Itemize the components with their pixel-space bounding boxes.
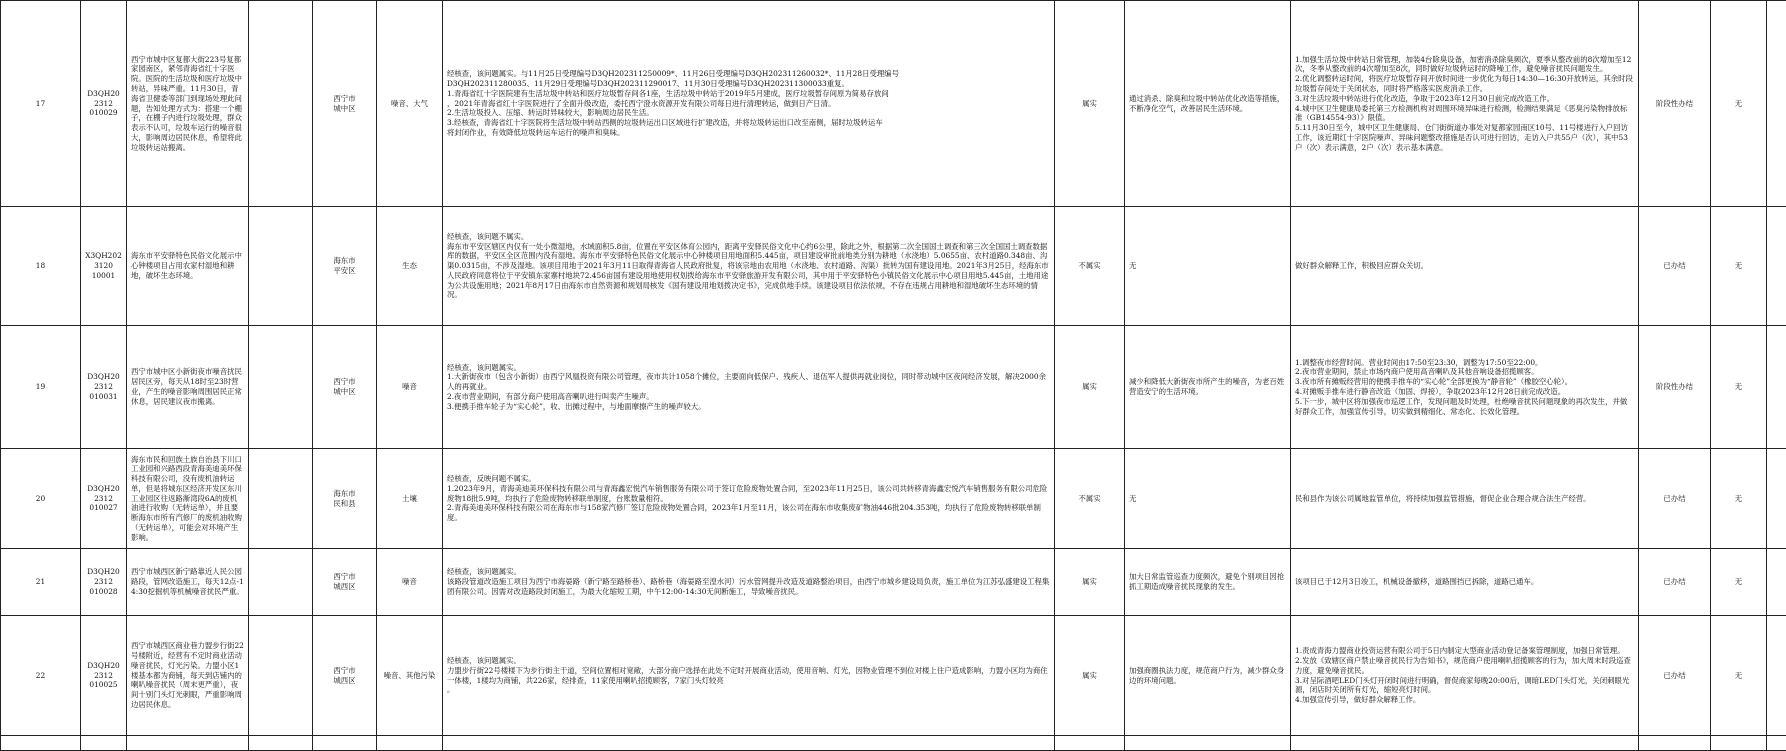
report-body <box>1 1 1786 751</box>
district-line: 城西区 <box>317 582 372 592</box>
accountability: 无 <box>1711 326 1767 449</box>
table-row <box>1 1 1786 207</box>
case-code <box>81 1 127 207</box>
blank-cell <box>1125 736 1291 751</box>
complaint-content: 海东市平安驿特色民俗文化展示中心钟楼项目占用农家村湿地和耕地，破坏生态环境。 <box>127 207 249 326</box>
blank-cell <box>249 736 313 751</box>
result-line: 3.便携手推车轮子为“实心轮”，收、出摊过程中，与地面摩擦产生的噪声较大。 <box>447 402 1050 412</box>
result-line: 经核查，该问题属实。与11月25日受理编号D3QH202311250009*、11月26日受理编号D3QH202311260032*、11月28日受理编号 <box>447 69 1050 79</box>
verdict: 属实 <box>1055 616 1125 736</box>
measure-line: 3.对生活垃圾中转站进行优化改造，争取于2023年12月30日前完成改造工作。 <box>1295 94 1634 104</box>
district-line: 城西区 <box>317 676 372 686</box>
verdict: 属实 <box>1055 549 1125 616</box>
verdict: 不属实 <box>1055 207 1125 326</box>
measure-line: 3.夜市所有摊贩经营用的便携手推车的“实心轮”全部更换为“静音轮”（橡胶空心轮）。 <box>1295 377 1634 387</box>
table-row <box>1 549 1786 616</box>
rectification-measures <box>1291 616 1639 736</box>
district <box>313 549 377 616</box>
blank-cell <box>249 207 313 326</box>
edge-cell <box>1767 326 1786 449</box>
table-row <box>1 326 1786 449</box>
case-code-line: X3QH2023120 <box>85 251 122 271</box>
result-line: 2.生活垃圾投入、压缩、转运时异味较大，影响周边居民生活。 <box>447 108 1050 118</box>
result-line: 2.青海美迪美环保科技有限公司在海东市与158家汽修厂签订危险废物处置合同，2023年1月至11月，该公司在海东市收集废矿物油446批204.353吨，均执行了危险废物转移联单制度。 <box>447 503 1050 523</box>
result-line: 1.2023年9月，青海美迪美环保科技有限公司与青海鑫宏悦汽车销售服务有限公司于签订危险废物处置合同，至2023年11月25日，该公司共转移青海鑫宏悦汽车销售服务有限公司危险废物18批5.9吨，均执行了危险废物转移联单制度，台账数量相符。 <box>447 484 1050 504</box>
measure-line: 4.加强宣传引导，做好群众解释工作。 <box>1295 695 1634 705</box>
case-code-line: D3QH202312 <box>85 372 122 392</box>
case-code-line: 010027 <box>85 503 122 513</box>
blank-cell <box>1767 736 1786 751</box>
case-code <box>81 616 127 736</box>
completion-status: 已办结 <box>1639 207 1711 326</box>
result-line: 将封闭作业，有效降低垃圾转运车运行的噪声和臭味。 <box>447 128 1050 138</box>
blank-cell <box>127 736 249 751</box>
accountability: 无 <box>1711 207 1767 326</box>
case-code <box>81 326 127 449</box>
blank-cell <box>1055 736 1125 751</box>
pollution-type: 噪音、大气 <box>377 1 443 207</box>
blank-cell <box>1 736 81 751</box>
blank-cell <box>249 326 313 449</box>
completion-status: 已办结 <box>1639 616 1711 736</box>
accountability: 无 <box>1711 1 1767 207</box>
result-line: 2.夜市营业期间，有部分商户使用高音喇叭进行叫卖产生噪声。 <box>447 392 1050 402</box>
measure-line: 1.责成青海力盟商业投资运营有限公司于5日内制定大型商业活动登记备案管理制度，加强日常管理。 <box>1295 646 1634 656</box>
measure-line: 2.夜市营业期间，禁止市场内商户使用高音喇叭及其他音响设备招揽顾客。 <box>1295 367 1634 377</box>
blank-cell <box>249 1 313 207</box>
row-index: 21 <box>1 549 81 616</box>
district-line: 西宁市 <box>317 572 372 582</box>
case-code-line: 010029 <box>85 108 122 118</box>
district <box>313 326 377 449</box>
case-code-line: 010028 <box>85 587 122 597</box>
edge-cell <box>1767 616 1786 736</box>
handling-goal: 通过消杀、除臭和垃圾中转站优化改造等措施，不断净化空气，改善居民生活环境。 <box>1125 1 1291 207</box>
rectification-measures <box>1291 549 1639 616</box>
measure-line: 3.对呈际酒吧LED门头灯开闭时间进行明确，督促商家每晚20:00后，调暗LED门头灯光，关闭刺眼光源，闭店时关闭所有灯光，缩短亮灯时间。 <box>1295 676 1634 696</box>
result-line: 。 <box>447 685 1050 695</box>
handling-goal: 无 <box>1125 449 1291 549</box>
rectification-measures <box>1291 449 1639 549</box>
rectification-measures <box>1291 326 1639 449</box>
district <box>313 1 377 207</box>
completion-status: 阶段性办结 <box>1639 326 1711 449</box>
measure-line: 民和县作为该公司属地监管单位，将持续加强监管措施，督促企业合理合规合法生产经营。 <box>1295 494 1634 504</box>
district-line: 西宁市 <box>317 666 372 676</box>
district-line: 西宁市 <box>317 377 372 387</box>
blank-cell <box>1291 736 1639 751</box>
measure-line: 4.对摊贩手推车进行静音改造（加固、焊接），争取2023年12月28日前完成改造。 <box>1295 387 1634 397</box>
measure-line: 4.城中区卫生健康局委托第三方检测机构对周围环境异味进行检测，检测结果满足《恶臭污染物排放标准（GB14554-93）》限值。 <box>1295 104 1634 124</box>
edge-cell <box>1767 207 1786 326</box>
blank-cell <box>249 616 313 736</box>
table-row-partial <box>1 736 1786 751</box>
rectification-measures <box>1291 207 1639 326</box>
verdict: 不属实 <box>1055 449 1125 549</box>
measure-line: 5.下一步，城中区将加强夜市巡逻工作，发现问题及时处理，杜绝噪音扰民问题现象的再次发生，并做好群众工作，加强宣传引导，切实做到精细化、常态化、长效化管理。 <box>1295 397 1634 417</box>
handling-goal: 加大日常监管巡查力度频次，避免个别项目因抢抓工期造成噪音扰民现象的发生。 <box>1125 549 1291 616</box>
complaint-content: 西宁市城中区小新街夜市噪音扰民居民区旁，每天从18时至23时营业，产生的噪音影响周围居民正常休息，居民建议夜市搬离。 <box>127 326 249 449</box>
case-code-line: D3QH202312 <box>85 89 122 109</box>
measure-line: 1.加强生活垃圾中转站日常管理，加装4台除臭设备，加密消杀除臭频次，夏季从整改前的8次增加至12次，冬季从整改前的4次增加至8次，同时做好垃圾转运时的降噪工作，避免噪音扰民问题发生。 <box>1295 55 1634 75</box>
district-line: 民和县 <box>317 499 372 509</box>
district-line: 平安区 <box>317 266 372 276</box>
verdict: 属实 <box>1055 326 1125 449</box>
result-line: D3QH202311280035、11月29日受理编号D3QH202311290017、11月30日受理编号D3QH202311300033重复。 <box>447 79 1050 89</box>
table-row <box>1 449 1786 549</box>
result-line: 力盟步行街22号楼楼下为步行街主干道，空间位置相对宽敞，大部分商户选择在此处不定时开展商业活动，使用音响、灯光，因物业管理不到位对楼上住户造成影响，力盟小区均为商住一体楼，1楼均为商铺，共226家，经排查，11家使用喇叭招揽顾客，7家门头灯较亮 <box>447 666 1050 686</box>
investigation-result <box>443 207 1055 326</box>
blank-cell <box>443 736 1055 751</box>
measure-line: 1.调整夜市经营时间。营业时间由17:50至23:30，调整为17:50至22:00。 <box>1295 358 1634 368</box>
investigation-result <box>443 449 1055 549</box>
result-line: 3.经核查，青海省红十字医院将生活垃圾中转站西侧的垃圾转运出口区域进行扩建改造，并将垃圾转运出口改至南侧，届时垃圾转运车 <box>447 118 1050 128</box>
measure-line: 该项目已于12月3日竣工，机械设备撤移，道路围挡已拆除，道路已通车。 <box>1295 577 1634 587</box>
case-code <box>81 449 127 549</box>
rectification-measures <box>1291 1 1639 207</box>
district-line: 城中区 <box>317 387 372 397</box>
blank-cell <box>377 736 443 751</box>
table-row <box>1 616 1786 736</box>
row-index: 20 <box>1 449 81 549</box>
blank-cell <box>249 549 313 616</box>
complaint-content: 海东市民和回族土族自治县下川口工业园和兴路西段青海美迪美环保科技有限公司，没有废机油转运单，但是将城东区经济开发区东川工业园区往返路渐湾段6A的废机油进行收购（无转运单），并且要断海东市所有汽修厂的废机油收购（无转运单），可能会对环境产生影响。 <box>127 449 249 549</box>
district <box>313 207 377 326</box>
district-line: 海东市 <box>317 489 372 499</box>
handling-goal: 加强商圈执法力度，规范商户行为，减少群众身边的环境问题。 <box>1125 616 1291 736</box>
case-code-line: 010025 <box>85 680 122 690</box>
investigation-result <box>443 549 1055 616</box>
result-line: 经核查，该问题属实。 <box>447 656 1050 666</box>
measure-line: 2.发放《致辖区商户禁止噪音扰民行为告知书》，规范商户使用喇叭招揽顾客的行为，加大周末时段巡查力度，避免噪音扰民。 <box>1295 656 1634 676</box>
case-code-line: D3QH202312 <box>85 484 122 504</box>
row-index: 18 <box>1 207 81 326</box>
edge-cell <box>1767 449 1786 549</box>
pollution-type: 噪音 <box>377 326 443 449</box>
result-line: ，2021年青海省红十字医院进行了全面升级改造，委托西宁澄水资源开发有限公司每日进行清理转运，做到日产日清。 <box>447 99 1050 109</box>
result-line: 海东市平安区辖区内仅有一处小微湿地，水域面积5.8亩，位置在平安区体育公园内，距离平安驿民俗文化中心约6公里，除此之外，根据第二次全国国土调查和第三次全国国土调查数据库的数据，平安区全区范围内没有湿地。海东市平安驿特色民俗文化展示中心钟楼项目用地面积5.445亩，项目建设审批前地类分别为耕地（水浇地）5.0655亩、农村道路0.348亩、沟渠0.0315亩，不涉及湿地。该项目用地于2021年3月11日取得青海省人民政府批复，将该宗地由农用地（水浇地、农村道路、沟渠）批转为国有建设用地。2021年3月25日，经海东市人民政府同意将位于平安镇东家寨村地块72.456亩国有建设用地使用权划拨给海东市平安驿旅游开发有限公司，其中用于平安驿特色小镇民俗文化展示中心项目用地5.445亩，土地用途为公共设施用地；2021年8月17日由海东市自然资源和规划局核发《国有建设用地划拨决定书》，完成供地手续。该建设项目依法依规，不存在违规占用耕地和湿地破坏生态环境的情况。 <box>447 242 1050 301</box>
district-line: 海东市 <box>317 256 372 266</box>
completion-status: 阶段性办结 <box>1639 1 1711 207</box>
case-code-line: 010031 <box>85 392 122 402</box>
pollution-type: 噪音、其他污染 <box>377 616 443 736</box>
district <box>313 616 377 736</box>
handling-goal: 无 <box>1125 207 1291 326</box>
result-line: 经核查，该问题属实。 <box>447 363 1050 373</box>
completion-status: 已办结 <box>1639 449 1711 549</box>
district <box>313 449 377 549</box>
measure-line: 做好群众解释工作，积极回应群众关切。 <box>1295 261 1634 271</box>
investigation-result <box>443 616 1055 736</box>
complaint-content: 西宁市城中区复都大街223号复都家园南区，紧邻青海省红十字医院。医院的生活垃圾和医疗垃圾中转站，异味严重。11月30日，青海省卫健委等部门到现场处理此问题，告知处理方式为：搭建一个棚子，在棚子内进行垃圾处理，群众表示不认可，垃圾车运行的噪音很大，影响周边居民休息，希望将此垃圾转运站搬离。 <box>127 1 249 207</box>
district-line: 城中区 <box>317 104 372 114</box>
measure-line: 2.优化调整转运时间，将医疗垃圾暂存间开放时间进一步优化为每日14:30—16:30开放转运，其余时段垃圾暂存间处于关闭状态，同时将严格落实医废消杀工作。 <box>1295 74 1634 94</box>
case-code-line: D3QH202312 <box>85 567 122 587</box>
blank-cell <box>1639 736 1711 751</box>
accountability: 无 <box>1711 549 1767 616</box>
blank-cell <box>81 736 127 751</box>
result-line: 经核查，该问题属实。 <box>447 567 1050 577</box>
handling-goal: 减少和降低大新街夜市所产生的噪音，为老百姓营造安宁的生活环境。 <box>1125 326 1291 449</box>
result-line: 经核查，反映问题不属实。 <box>447 474 1050 484</box>
result-line: 该路段管道改造施工项目为西宁市海晏路（新宁路至路桥巷）、路桥巷（海晏路至湟水河）污水管网提升改造及道路整治项目，由西宁市城乡建设局负责，施工单位为江苏弘盛建设工程集团有限公司。因需对改造路段封闭施工，为最大化缩短工期，中午12:00-14:30无间断施工，导致噪音扰民。 <box>447 577 1050 597</box>
table-row <box>1 207 1786 326</box>
pollution-type: 噪音 <box>377 549 443 616</box>
measure-line: 5.11月30日至今，城中区卫生健康局、仓门街街道办事处对复都家园南区10号、11号楼进行入户回访工作，该近期红十字医院噪声、异味问题整改措施是否认可进行回访，走访入户共55户（次），其中53户（次）表示满意，2户（次）表示基本满意。 <box>1295 123 1634 152</box>
completion-status: 已办结 <box>1639 549 1711 616</box>
case-code-line: D3QH202312 <box>85 661 122 681</box>
result-line: 经核查，该问题不属实。 <box>447 232 1050 242</box>
edge-cell <box>1767 549 1786 616</box>
blank-cell <box>1711 736 1767 751</box>
investigation-result <box>443 1 1055 207</box>
result-line: 1.青海省红十字医院建有生活垃圾中转站和医疗垃圾暂存间各1座，生活垃圾中转站于2019年5月建成，医疗垃圾暂存间原为简易存放间 <box>447 89 1050 99</box>
investigation-result <box>443 326 1055 449</box>
complaint-content: 西宁市城西区商业巷力盟步行街22号楼附近，经营有不定时商业活动噪音扰民，灯光污染。力盟小区1楼基本都为商铺，每天到店铺内的喇叭噪音扰民（周末更严重），夜间十别门头灯光刺眼，严重影响周边居民休息。 <box>127 616 249 736</box>
edge-cell <box>1767 1 1786 207</box>
district-line: 西宁市 <box>317 94 372 104</box>
accountability: 无 <box>1711 449 1767 549</box>
case-code-line: 10001 <box>85 271 122 281</box>
blank-cell <box>313 736 377 751</box>
accountability: 无 <box>1711 616 1767 736</box>
verdict: 属实 <box>1055 1 1125 207</box>
row-index: 22 <box>1 616 81 736</box>
row-index: 19 <box>1 326 81 449</box>
row-index: 17 <box>1 1 81 207</box>
case-code <box>81 207 127 326</box>
blank-cell <box>249 449 313 549</box>
pollution-type: 生态 <box>377 207 443 326</box>
pollution-type: 土壤 <box>377 449 443 549</box>
complaint-content: 西宁市城西区新宁路靠近人民公园路段，管网改造施工，每天12点-14:30挖掘机等机械噪音扰民严重。 <box>127 549 249 616</box>
result-line: 1.大新街夜市（包含小新街）由西宁风凰投资有限公司管理，夜市共计1058个摊位，主要面向低保户、残疾人、退伍军人提供再就业岗位，同时带动城中区夜间经济发展，解决2000余人的再就业。 <box>447 372 1050 392</box>
case-code <box>81 549 127 616</box>
